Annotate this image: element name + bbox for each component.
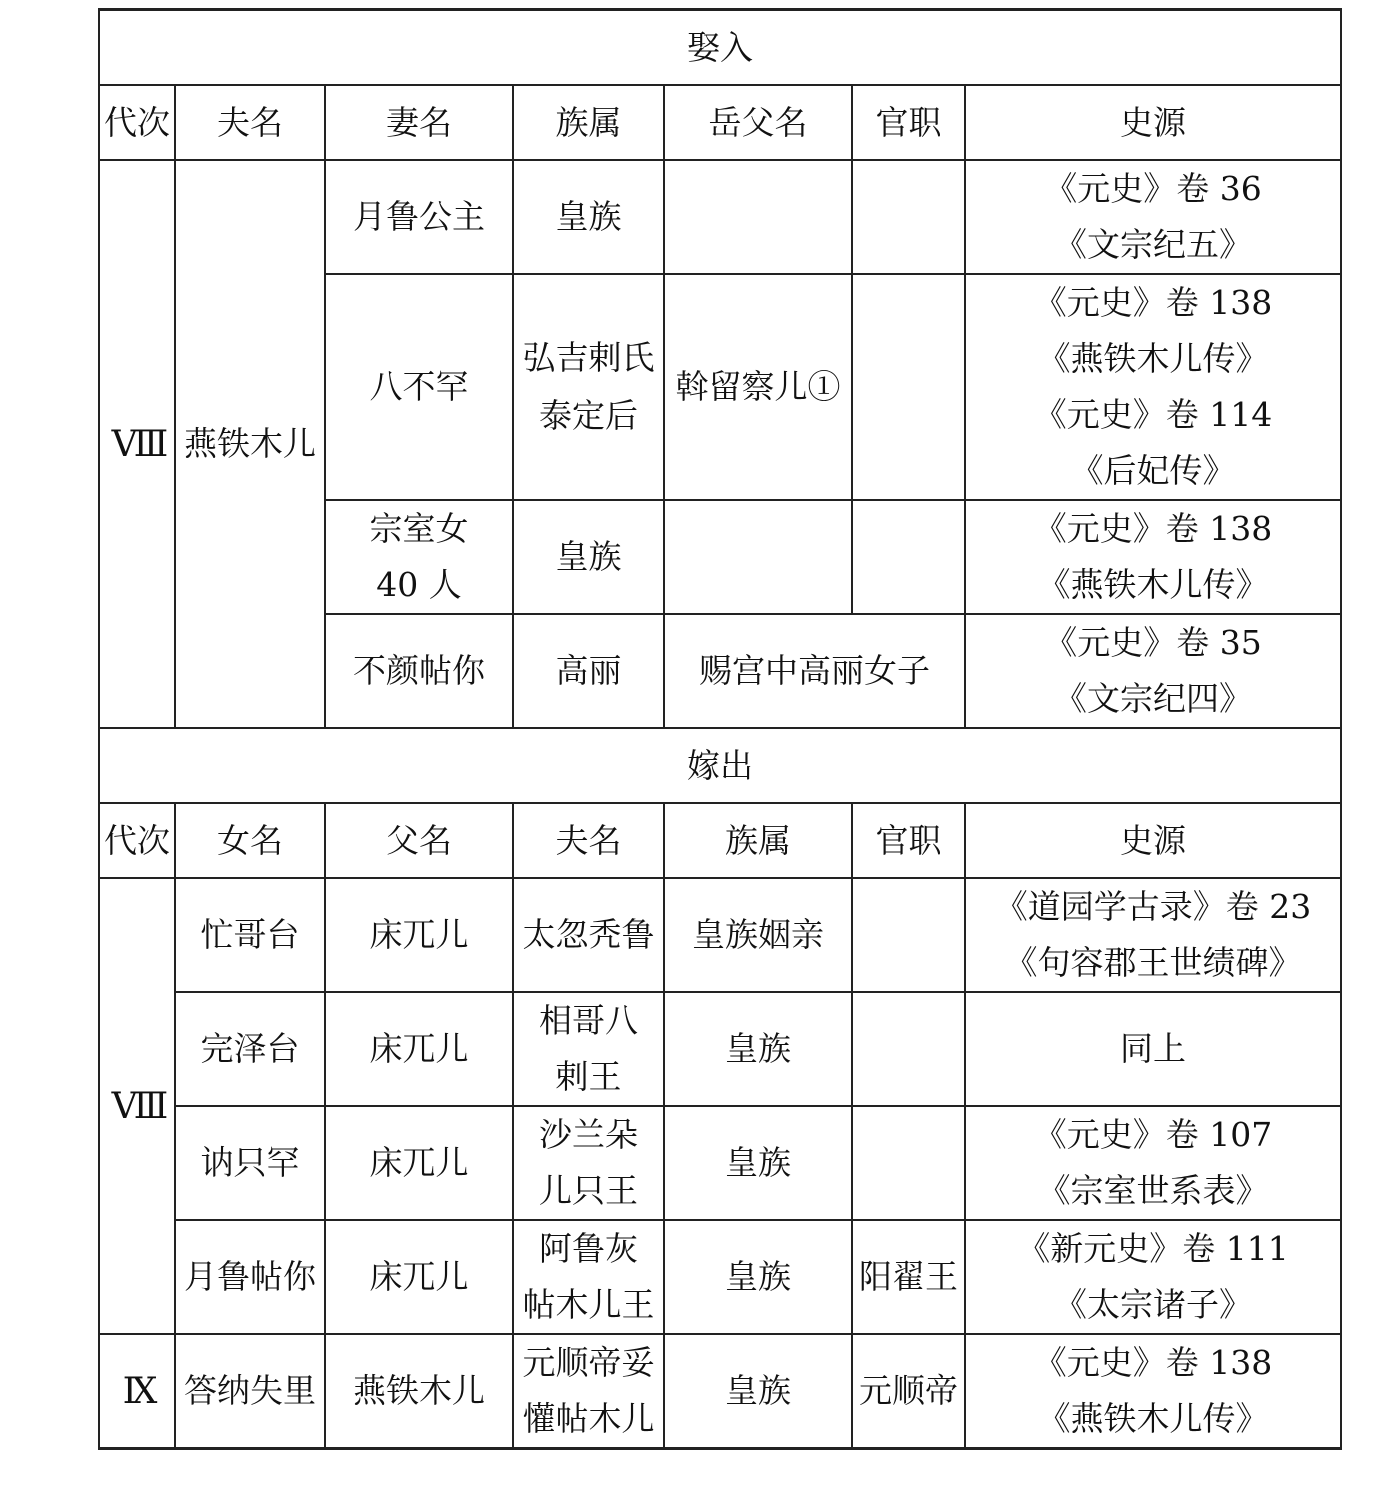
source-line: 《文宗纪五》 <box>1054 225 1252 264</box>
daughter-cell: 讷只罕 <box>175 1106 325 1220</box>
col-header-generation: 代次 <box>99 803 175 878</box>
source-cell <box>965 500 1341 614</box>
source-line: 《元史》卷 35 <box>1044 623 1262 662</box>
source-line: 《新元史》卷 111 <box>1017 1229 1289 1268</box>
generation-cell: Ⅸ <box>99 1334 175 1449</box>
col-header-source: 史源 <box>965 85 1341 160</box>
source-line: 《元史》卷 138 <box>1033 283 1273 322</box>
clan-cell: 皇族 <box>664 992 852 1106</box>
source-cell <box>965 878 1341 992</box>
table-row <box>99 878 1341 992</box>
header-row-marriage-in <box>99 85 1341 160</box>
col-header-daughter: 女名 <box>175 803 325 878</box>
office-cell <box>852 878 965 992</box>
father-in-law-cell: 斡留察儿① <box>664 274 852 500</box>
generation-cell: Ⅷ <box>99 878 175 1334</box>
source-line: 《燕铁木儿传》 <box>1037 339 1269 378</box>
source-line: 《后妃传》 <box>1070 451 1236 490</box>
source-line: 《元史》卷 36 <box>1044 169 1262 208</box>
col-header-generation: 代次 <box>99 85 175 160</box>
source-line: 《太宗诸子》 <box>1054 1285 1252 1324</box>
husband-line: 帖木儿王 <box>522 1285 655 1324</box>
col-header-husband: 夫名 <box>513 803 664 878</box>
col-header-source: 史源 <box>965 803 1341 878</box>
wife-line: 40 人 <box>376 565 462 604</box>
marriage-table <box>98 8 1342 1450</box>
father-in-law-cell <box>664 500 852 614</box>
husband-line: 沙兰朵 <box>539 1115 638 1154</box>
source-cell <box>965 160 1341 274</box>
office-cell <box>852 1106 965 1220</box>
header-row-marriage-out <box>99 803 1341 878</box>
col-header-clan: 族属 <box>513 85 664 160</box>
father-in-law-cell <box>664 160 852 274</box>
husband-line: 儿只王 <box>539 1171 638 1210</box>
clan-cell: 皇族 <box>664 1106 852 1220</box>
daughter-cell: 月鲁帖你 <box>175 1220 325 1334</box>
source-line: 《元史》卷 107 <box>1033 1115 1273 1154</box>
wife-cell <box>325 500 513 614</box>
col-header-office: 官职 <box>852 803 965 878</box>
source-line: 《元史》卷 138 <box>1033 509 1273 548</box>
table-row <box>99 992 1341 1106</box>
clan-line: 弘吉剌氏 <box>522 338 655 377</box>
husband-line: 懽帖木儿 <box>522 1399 655 1438</box>
source-cell <box>965 1220 1341 1334</box>
wife-cell: 八不罕 <box>325 274 513 500</box>
husband-line: 阿鲁灰 <box>539 1229 638 1268</box>
husband-line: 剌王 <box>555 1057 622 1096</box>
wife-cell: 月鲁公主 <box>325 160 513 274</box>
clan-cell <box>513 274 664 500</box>
husband-cell: 燕铁木儿 <box>175 160 325 728</box>
clan-cell: 皇族 <box>664 1220 852 1334</box>
office-cell: 阳翟王 <box>852 1220 965 1334</box>
col-header-clan: 族属 <box>664 803 852 878</box>
wife-line: 宗室女 <box>369 509 469 548</box>
husband-cell <box>513 1220 664 1334</box>
husband-cell <box>513 992 664 1106</box>
office-cell <box>852 160 965 274</box>
father-cell: 床兀儿 <box>325 992 513 1106</box>
section-title-marriage-out: 嫁出 <box>99 728 1341 803</box>
source-line: 《句容郡王世绩碑》 <box>1004 943 1302 982</box>
office-cell <box>852 992 965 1106</box>
daughter-cell: 忙哥台 <box>175 878 325 992</box>
col-header-wife: 妻名 <box>325 85 513 160</box>
daughter-cell: 完泽台 <box>175 992 325 1106</box>
source-cell <box>965 1334 1341 1449</box>
husband-cell <box>513 1334 664 1449</box>
clan-line: 泰定后 <box>539 396 638 435</box>
office-cell <box>852 274 965 500</box>
father-cell: 床兀儿 <box>325 878 513 992</box>
clan-cell: 高丽 <box>513 614 664 728</box>
table-row <box>99 1334 1341 1449</box>
father-in-law-office-cell: 赐宫中高丽女子 <box>664 614 965 728</box>
father-cell: 床兀儿 <box>325 1220 513 1334</box>
col-header-father: 父名 <box>325 803 513 878</box>
source-line: 《文宗纪四》 <box>1054 679 1252 718</box>
husband-cell: 太忽秃鲁 <box>513 878 664 992</box>
father-cell: 燕铁木儿 <box>325 1334 513 1449</box>
source-line: 《燕铁木儿传》 <box>1037 1399 1269 1438</box>
source-cell: 同上 <box>965 992 1341 1106</box>
source-line: 《燕铁木儿传》 <box>1037 565 1269 604</box>
col-header-office: 官职 <box>852 85 965 160</box>
husband-line: 元顺帝妥 <box>522 1343 655 1382</box>
col-header-husband: 夫名 <box>175 85 325 160</box>
section-title-marriage-in: 娶入 <box>99 10 1341 86</box>
source-line: 《元史》卷 138 <box>1033 1343 1273 1382</box>
clan-cell: 皇族 <box>664 1334 852 1449</box>
office-cell <box>852 500 965 614</box>
daughter-cell: 答纳失里 <box>175 1334 325 1449</box>
husband-line: 相哥八 <box>539 1001 638 1040</box>
col-header-father-in-law: 岳父名 <box>664 85 852 160</box>
table-row <box>99 1220 1341 1334</box>
generation-cell: Ⅷ <box>99 160 175 728</box>
table-row <box>99 1106 1341 1220</box>
clan-cell: 皇族姻亲 <box>664 878 852 992</box>
source-cell <box>965 274 1341 500</box>
father-cell: 床兀儿 <box>325 1106 513 1220</box>
office-cell: 元顺帝 <box>852 1334 965 1449</box>
clan-cell: 皇族 <box>513 160 664 274</box>
source-line: 《宗室世系表》 <box>1037 1171 1269 1210</box>
wife-cell: 不颜帖你 <box>325 614 513 728</box>
clan-cell: 皇族 <box>513 500 664 614</box>
source-cell <box>965 614 1341 728</box>
source-line: 《道园学古录》卷 23 <box>994 887 1312 926</box>
husband-cell <box>513 1106 664 1220</box>
table-row <box>99 160 1341 274</box>
source-cell <box>965 1106 1341 1220</box>
source-line: 《元史》卷 114 <box>1033 395 1273 434</box>
